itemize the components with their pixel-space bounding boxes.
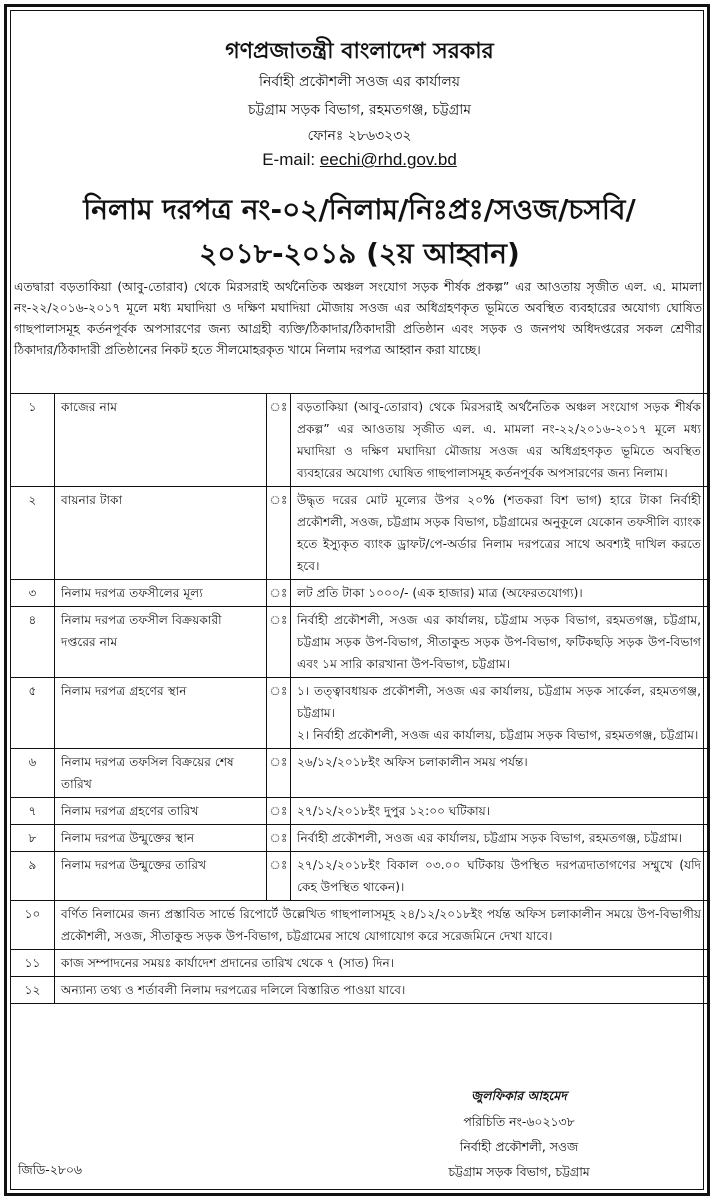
row-colon: ঃ <box>267 798 291 825</box>
row-colon: ঃ <box>267 749 291 798</box>
row-label: কাজের নাম <box>55 394 267 487</box>
row-number: ৪ <box>11 607 55 678</box>
row-value <box>291 678 708 749</box>
row-label: নিলাম দরপত্র তফসিল বিক্রয়ের শেষ তারিখ <box>55 749 267 798</box>
table-row <box>11 798 708 825</box>
row-value <box>291 749 708 798</box>
row-number: ১ <box>11 394 55 487</box>
row-label: নিলাম দরপত্র তফসীলের মূল্য <box>55 580 267 607</box>
signatory-name: জুলফিকার আহমেদ <box>471 1088 567 1103</box>
row-label: নিলাম দরপত্র গ্রহণের তারিখ <box>55 798 267 825</box>
row-value-text: নির্বাহী প্রকৌশলী, সওজ এর কার্যালয়, চট্টগ্রাম সড়ক বিভাগ, রহমতগঞ্জ, চট্টগ্রাম। <box>297 831 683 845</box>
email-link[interactable]: eechi@rhd.gov.bd <box>319 150 457 169</box>
row-number: ৭ <box>11 798 55 825</box>
row-number: ৬ <box>11 749 55 798</box>
row-colon: ঃ <box>267 394 291 487</box>
row-value-text: লট প্রতি টাকা ১০০০/- (এক হাজার) মাত্র (অফেরতযোগ্য)। <box>297 586 583 600</box>
row-value-text: বড়তাকিয়া (আবু-তোরাব) থেকে মিরসরাই অর্থনৈতিক অঞ্চল সংযোগ সড়ক শীর্ষক প্রকল্প” এর আওতায় সৃজীত এল. এ. মামলা নং-২২/২০১৬-২০১৭ মূলে মধ্য মঘাদিয়া ও দক্ষিণ মঘাদিয়া মৌজায় সওজ এর অধিগ্রহণকৃত ভূমিতে অবস্থিত ব্যবহারের অযোগ্য ঘোষিত গাছপালাসমূহ কর্তনপূর্বক অপসারণের জন্য নিলাম। <box>297 400 701 480</box>
table-row <box>11 607 708 678</box>
row-label: নিলাম দরপত্র উন্মুক্তের তারিখ <box>55 852 267 901</box>
email-label: E-mail: <box>262 150 320 169</box>
row-value <box>291 487 708 580</box>
row-colon: ঃ <box>267 607 291 678</box>
row-value-text: ২৭/১২/২০১৮ইং বিকাল ০৩.০০ ঘটিকায় উপস্থিত দরপত্রদাতাগণের সম্মুখে (যদি কেহ উপস্থিত থাকেন)। <box>297 858 701 894</box>
row-colon: ঃ <box>267 580 291 607</box>
table-row <box>11 825 708 852</box>
row-number: ৯ <box>11 852 55 901</box>
row-value <box>291 798 708 825</box>
row-value <box>291 852 708 901</box>
row-colon: ঃ <box>267 852 291 901</box>
row-label: নিলাম দরপত্র গ্রহণের স্থান <box>55 678 267 749</box>
government-title: গণপ্রজাতন্ত্রী বাংলাদেশ সরকার <box>225 39 494 64</box>
row-number: ১০ <box>11 901 55 950</box>
table-row-wide <box>11 950 708 977</box>
intro-paragraph: এতদ্বারা বড়তাকিয়া (আবু-তোরাব) থেকে মিরসরাই অর্থনৈতিক অঞ্চল সংযোগ সড়ক শীর্ষক প্রকল্প” এর আওতায় সৃজীত এল. এ. মামলা নং-২২/২০১৬-২০১৭ মূলে মধ্য মঘাদিয়া ও দক্ষিণ মঘাদিয়া মৌজায় সওজ এর অধিগ্রহণকৃত ভূমিতে অবস্থিত ব্যবহারের অযোগ্য ঘোষিত গাছপালাসমূহ কর্তনপূর্বক অপসারণের জন্য আগ্রহী ব্যক্তি/ঠিকাদার/ঠিকাদারী প্রতিষ্ঠান এবং সড়ক ও জনপথ অধিদপ্তরের সকল শ্রেণীর ঠিকাদার/ঠিকাদারী প্রতিষ্ঠানের নিকট হতে সীলমোহরকৃত খামে নিলাম দরপত্র আহ্বান করা যাচ্ছে। <box>14 279 702 357</box>
signatory-id: পরিচিতি নং-৬০২১৩৮ <box>463 1114 575 1129</box>
table-row-wide <box>11 977 708 1004</box>
signatory-designation: নির্বাহী প্রকৌশলী, সওজ <box>459 1139 579 1154</box>
table-row <box>11 749 708 798</box>
row-wide-text: অন্যান্য তথ্য ও শর্তাবলী নিলাম দরপত্রের দলিলে বিস্তারিত পাওয়া যাবে। <box>55 977 708 1004</box>
notice-title: নিলাম দরপত্র নং-০২/নিলাম/নিঃপ্রঃ/সওজ/চসবি/ <box>83 193 636 226</box>
row-label: নিলাম দরপত্র তফসীল বিক্রয়কারী দপ্তরের নাম <box>55 607 267 678</box>
row-number: ৮ <box>11 825 55 852</box>
table-row <box>11 678 708 749</box>
row-colon: ঃ <box>267 487 291 580</box>
row-value-text: উদ্ধৃত দরের মোট মূল্যের উপর ২০% (শতকরা বিশ ভাগ) হারে টাকা নির্বাহী প্রকৌশলী, সওজ, চট্টগ্রাম সড়ক বিভাগ, চট্টগ্রামের অনুকূলে যেকোন তফসীলি ব্যাংক হতে ইস্যুকৃত ব্যাংক ড্রাফট/পে-অর্ডার নিলাম দরপত্রের সাথে অবশ্যই দাখিল করতে হবে। <box>297 493 701 573</box>
row-value <box>291 394 708 487</box>
row-number: ২ <box>11 487 55 580</box>
row-value-text: ১। তত্ত্বাবধায়ক প্রকৌশলী, সওজ এর কার্যালয়, চট্টগ্রাম সড়ক সার্কেল, রহমতগঞ্জ, চট্টগ্রাম। <box>297 684 701 720</box>
row-number: ১২ <box>11 977 55 1004</box>
office-email-line <box>0 150 719 170</box>
table-row <box>11 487 708 580</box>
row-value-text-2: ২। নির্বাহী প্রকৌশলী, সওজ এর কার্যালয়, চট্টগ্রাম সড়ক বিভাগ, রহমতগঞ্জ, চট্টগ্রাম। <box>297 728 699 742</box>
row-number: ১১ <box>11 950 55 977</box>
row-value <box>291 607 708 678</box>
table-row <box>11 580 708 607</box>
notice-year: ২০১৮-২০১৯ (২য় আহ্বান) <box>199 237 520 270</box>
office-address: চট্টগ্রাম সড়ক বিভাগ, রহমতগঞ্জ, চট্টগ্রাম <box>247 102 472 118</box>
row-label: বায়নার টাকা <box>55 487 267 580</box>
table-row-wide <box>11 901 708 950</box>
row-colon: ঃ <box>267 678 291 749</box>
office-phone: ফোনঃ ২৮৬৩২৩২ <box>307 128 412 144</box>
signatory-office: চট্টগ্রাম সড়ক বিভাগ, চট্টগ্রাম <box>448 1164 590 1179</box>
row-wide-text: বর্ণিত নিলামের জন্য প্রস্তাবিত সার্ভে রিপোর্টে উল্লেখিত গাছপালাসমূহ ২৪/১২/২০১৮ইং পর্যন্ত অফিস চলাকালীন সময়ে উপ-বিভাগীয় প্রকৌশলী, সওজ, সীতাকুন্ড সড়ক উপ-বিভাগ, চট্টগ্রামের সাথে যোগাযোগ করে সরেজমিনে দেখা যাবে। <box>55 901 708 950</box>
row-value-text: ২৬/১২/২০১৮ইং অফিস চলাকালীন সময় পর্যন্ত। <box>297 755 528 769</box>
row-value-text: নির্বাহী প্রকৌশলী, সওজ এর কার্যালয়, চট্টগ্রাম সড়ক বিভাগ, রহমতগঞ্জ, চট্টগ্রাম, চট্টগ্রাম সড়ক উপ-বিভাগ, সীতাকুন্ড সড়ক উপ-বিভাগ, ফটিকছড়ি সড়ক উপ-বিভাগ এবং ১ম সারি কারখানা উপ-বিভাগ, চট্টগ্রাম। <box>297 613 701 671</box>
row-wide-text: কাজ সম্পাদনের সময়ঃ কার্যাদেশ প্রদানের তারিখ থেকে ৭ (সাত) দিন। <box>55 950 708 977</box>
tender-details-table <box>10 393 708 1004</box>
gd-number: জিডি-২৮০৬ <box>18 1162 82 1177</box>
row-label: নিলাম দরপত্র উন্মুক্তের স্থান <box>55 825 267 852</box>
row-number: ৫ <box>11 678 55 749</box>
row-value <box>291 580 708 607</box>
row-value <box>291 825 708 852</box>
row-number: ৩ <box>11 580 55 607</box>
row-colon: ঃ <box>267 825 291 852</box>
table-row <box>11 394 708 487</box>
row-value-text: ২৭/১২/২০১৮ইং দুপুর ১২:০০ ঘটিকায়। <box>297 804 491 818</box>
office-name: নির্বাহী প্রকৌশলী সওজ এর কার্যালয় <box>258 74 461 90</box>
table-row <box>11 852 708 901</box>
